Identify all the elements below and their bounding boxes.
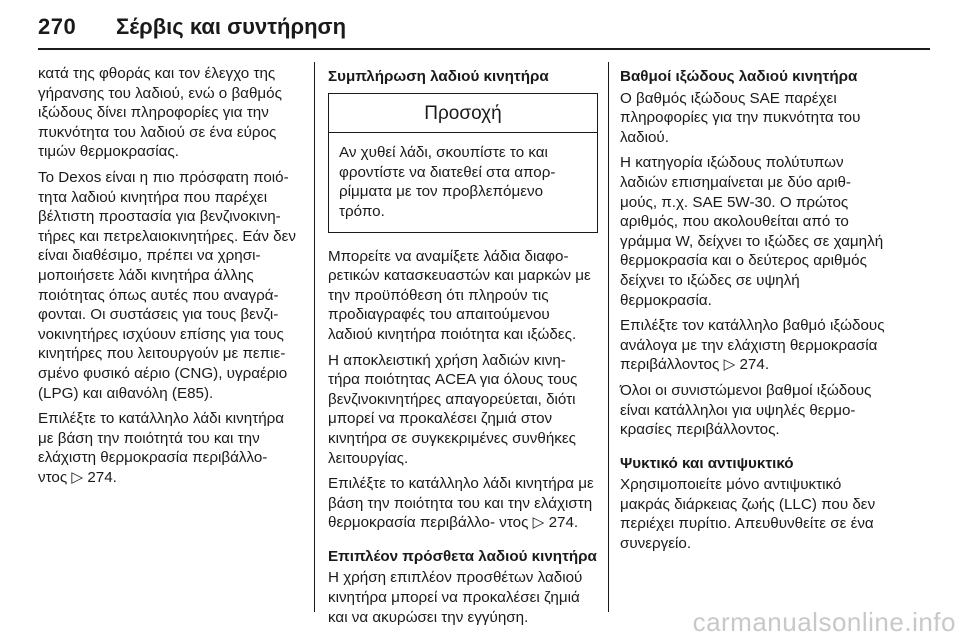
paragraph: κατά της φθοράς και τον έλεγχο της γήρανσης του λαδιού, ενώ ο βαθμός ιξώδους δίνει πληροφορίες για την πυκνότητα του λαδιού σε ένα εύρος τιμών θερμοκρασίας. (38, 65, 282, 161)
paragraph: Η κατηγορία ιξώδους πολύτυπων λαδιών επισημαίνεται με δύο αριθ- μούς, π.χ. SAE 5W-30. Ο πρώτος αριθμός, που ακολουθείται από το γράμμα W, δείχνει το ιξώδες σε χαμηλή θερμοκρασία και ο δεύτερος αριθμός δείχνει το ιξώδες σε υψηλή θερμοκρασία. (620, 154, 884, 309)
paragraph: Μπορείτε να αναμίξετε λάδια διαφο- ρετικών κατασκευαστών και μαρκών με την προϋπόθεση ότι πληρούν τις προδιαγραφές του απαιτούμενου λαδιού κινητήρα ποιότητα και ιξώδες. (328, 247, 591, 343)
column-2 (328, 64, 598, 633)
paragraph: Το Dexos είναι η πιο πρόσφατη ποιό- τητα λαδιού κινητήρα που παρέχει βέλτιστη προστασία για βενζινοκινη- τήρες και πετρελαιοκινητήρες. Εάν δεν είναι διαθέσιμο, πρέπει να χρησι- μοποιήσετε λάδι κινητήρα άλλης ποιότητας όπως αυτές που αναγρά- φονται. Οι συστάσεις για τους βενζι- νοκινητήρες ισχύουν επίσης για τους κινητήρες που λειτουργούν με πεπιε- σμένο φυσικό αέριο (CNG), υγραέριο (LPG) και αιθανόλη (E85). (38, 168, 296, 402)
paragraph-with-reference (38, 409, 300, 487)
caution-title: Προσοχή (329, 94, 597, 134)
paragraph: Ο βαθμός ιξώδους SAE παρέχει πληροφορίες για την πυκνότητα του λαδιού. (620, 89, 861, 146)
paragraph-with-reference (620, 316, 892, 375)
page-number: 270 (38, 14, 77, 39)
watermark: carmanualsonline.info (692, 607, 956, 637)
caution-text: Αν χυθεί λάδι, σκουπίστε το και φροντίστε να διατεθεί στα απορ- ρίμματα με τον προβλεπόμενο τρόπο. (339, 144, 556, 220)
column-divider-2 (608, 62, 609, 612)
paragraph-text: Επιλέξτε το κατάλληλο λάδι κινητήρα με βάση την ποιότητα του και την ελάχιστη θερμοκρασία περιβάλλο- ντος (328, 475, 594, 532)
section-title: Σέρβις και συντήρηση (116, 14, 347, 39)
triangle-right-icon[interactable]: ▷ (71, 468, 84, 486)
paragraph: Χρησιμοποιείτε μόνο αντιψυκτικό μακράς διάρκειας ζωής (LLC) που δεν περιέχει πυρίτιο. Απευθυνθείτε σε ένα συνεργείο. (620, 476, 876, 553)
column-1 (38, 64, 300, 493)
page-header (0, 0, 960, 62)
column-divider-1 (314, 62, 315, 612)
header-divider (38, 48, 930, 50)
paragraph-text: Επιλέξτε το κατάλληλο λάδι κινητήρα με βάση την ποιότητά του και την ελάχιστη θερμοκρασία περιβάλλο- ντος (38, 410, 285, 486)
heading-oil-refill: Συμπλήρωση λαδιού κινητήρα (328, 68, 549, 85)
paragraph: Όλοι οι συνιστώμενοι βαθμοί ιξώδους είναι κατάλληλοι για υψηλές θερμο- κρασίες περιβάλλοντος. (620, 381, 872, 439)
column-3 (620, 64, 892, 560)
page-reference[interactable]: 274. (87, 468, 117, 486)
heading-viscosity: Βαθμοί ιξώδους λαδιού κινητήρα (620, 68, 858, 85)
caution-box (328, 93, 598, 233)
page-reference[interactable]: 274. (739, 356, 770, 374)
paragraph: Η χρήση επιπλέον προσθέτων λαδιού κινητήρα μπορεί να προκαλέσει ζημιά και να ακυρώσει την εγγύηση. (328, 569, 583, 626)
paragraph-with-reference (328, 474, 598, 533)
paragraph-text: Επιλέξτε τον κατάλληλο βαθμό ιξώδους ανάλογα με την ελάχιστη θερμοκρασία περιβάλλοντος (620, 317, 885, 374)
paragraph: Η αποκλειστική χρήση λαδιών κινη- τήρα ποιότητας ACEA για όλους τους βενζινοκινητήρες απαγορεύεται, διότι μπορεί να προκαλέσει ζημιά στον κινητήρα σε συγκεκριμένες συνθήκες λειτουργίας. (328, 351, 578, 467)
triangle-right-icon[interactable]: ▷ (532, 514, 545, 532)
heading-additives: Επιπλέον πρόσθετα λαδιού κινητήρα (328, 547, 597, 565)
heading-coolant: Ψυκτικό και αντιψυκτικό (620, 454, 794, 472)
page-reference[interactable]: 274. (548, 514, 579, 532)
triangle-right-icon[interactable]: ▷ (723, 356, 736, 374)
